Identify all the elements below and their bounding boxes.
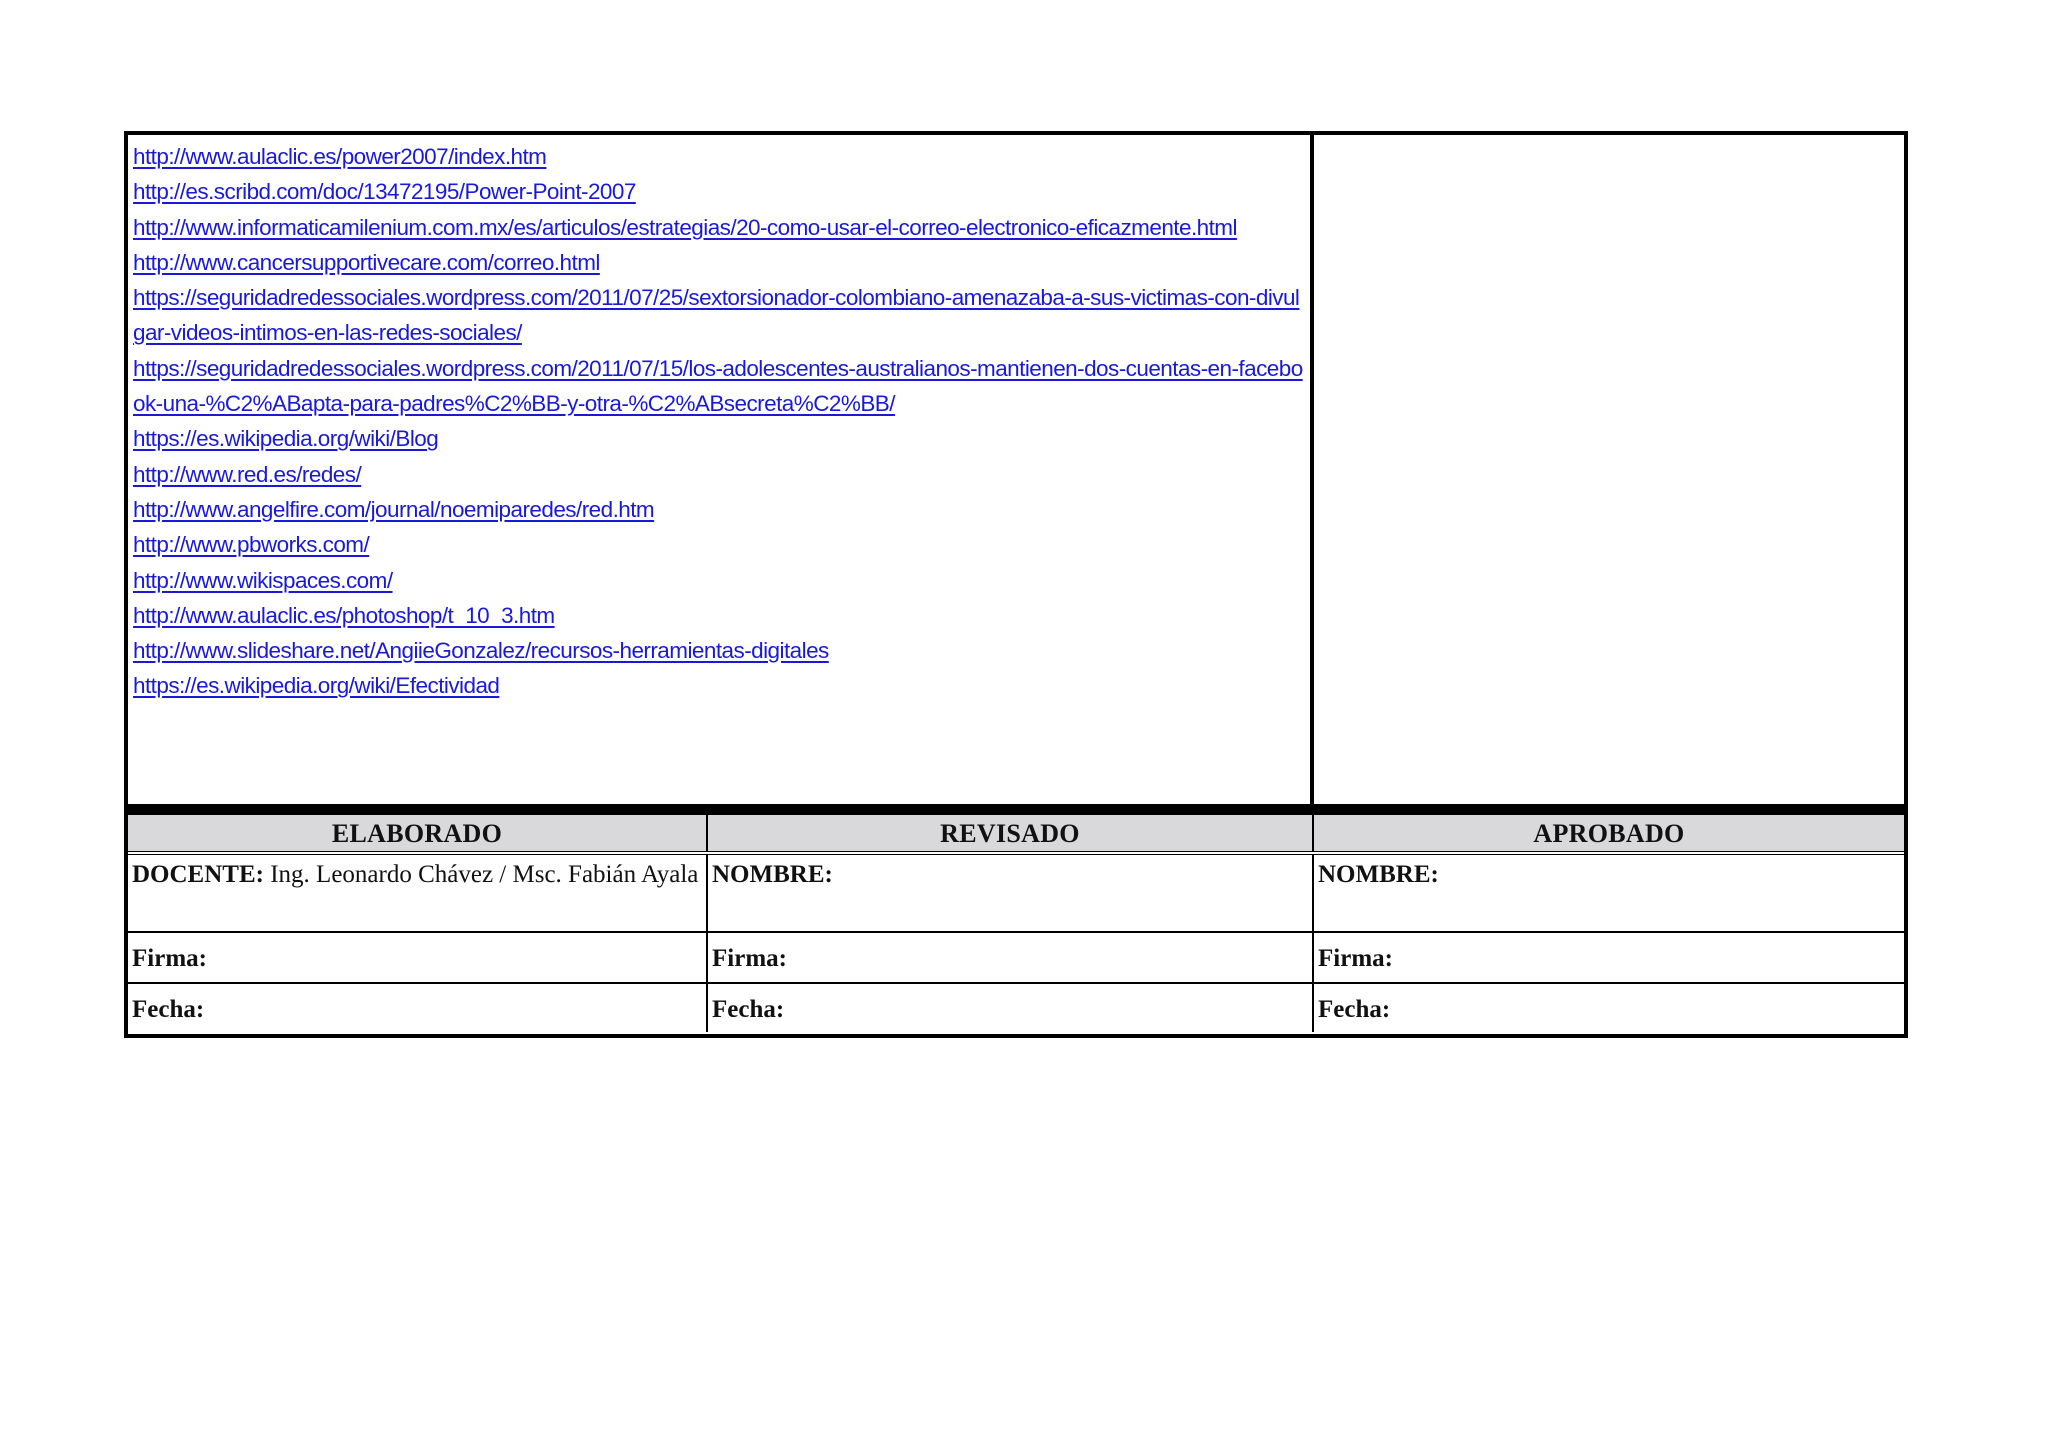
fecha-label: Fecha: bbox=[132, 996, 205, 1023]
reference-item bbox=[133, 210, 1306, 245]
signatures-firma-row bbox=[128, 931, 1904, 982]
signatures-fecha-row bbox=[128, 982, 1904, 1032]
signatures-table bbox=[124, 808, 1908, 1038]
reference-item bbox=[133, 527, 1306, 562]
reference-item bbox=[133, 421, 1306, 456]
firma-label: Firma: bbox=[132, 945, 207, 972]
signatures-name-row bbox=[128, 851, 1904, 931]
reference-item bbox=[133, 245, 1306, 280]
fecha-label: Fecha: bbox=[712, 996, 785, 1023]
reference-link[interactable]: http://www.cancersupportivecare.com/correo.html bbox=[133, 249, 600, 275]
reference-item bbox=[133, 492, 1306, 527]
docente-label: DOCENTE: bbox=[132, 861, 264, 888]
empty-cell bbox=[1314, 135, 1904, 804]
reference-item bbox=[133, 351, 1306, 422]
reference-link-list bbox=[133, 139, 1306, 704]
reference-item bbox=[133, 280, 1306, 351]
revisado-name-cell bbox=[706, 855, 1312, 931]
references-table bbox=[124, 131, 1908, 808]
reference-link[interactable]: http://www.angelfire.com/journal/noemiparedes/red.htm bbox=[133, 496, 655, 522]
firma-label: Firma: bbox=[712, 945, 787, 972]
reference-item bbox=[133, 174, 1306, 209]
reference-link[interactable]: http://www.pbworks.com/ bbox=[133, 532, 370, 558]
reference-link[interactable]: http://www.aulaclic.es/power2007/index.htm bbox=[133, 144, 547, 169]
reference-link[interactable]: http://www.slideshare.net/AngiieGonzalez/recursos-herramientas-digitales bbox=[133, 638, 829, 664]
docente-value: Ing. Leonardo Chávez / Msc. Fabián Ayala bbox=[263, 861, 699, 888]
signatures-header-row bbox=[128, 812, 1904, 851]
reference-link[interactable]: http://www.wikispaces.com/ bbox=[133, 567, 393, 593]
elaborado-name-cell bbox=[128, 855, 706, 931]
aprobado-firma-cell bbox=[1312, 933, 1904, 982]
reference-link[interactable]: https://es.wikipedia.org/wiki/Efectividad bbox=[133, 673, 500, 699]
reference-item bbox=[133, 139, 1306, 174]
reference-link[interactable]: http://www.aulaclic.es/photoshop/t_10_3.htm bbox=[133, 602, 555, 628]
fecha-label: Fecha: bbox=[1318, 996, 1391, 1023]
revisado-firma-cell bbox=[706, 933, 1312, 982]
reference-item bbox=[133, 633, 1306, 668]
reference-item bbox=[133, 598, 1306, 633]
reference-item bbox=[133, 457, 1306, 492]
reference-link[interactable]: https://seguridadredessociales.wordpress.com/2011/07/25/sextorsionador-colombiano-amenazaba-a-sus-victimas-con-divulgar-videos-intimos-en-las-redes-sociales/ bbox=[133, 285, 1300, 346]
revisado-name-label: NOMBRE: bbox=[712, 861, 833, 888]
reference-link[interactable]: https://seguridadredessociales.wordpress.com/2011/07/15/los-adolescentes-australianos-mantienen-dos-cuentas-en-facebook-una-%C2%ABapta-para-padres%C2%BB-y-otra-%C2%ABsecreta%C2%BB/ bbox=[133, 355, 1303, 417]
reference-link[interactable]: http://www.red.es/redes/ bbox=[133, 461, 362, 487]
aprobado-fecha-cell bbox=[1312, 984, 1904, 1032]
header-aprobado: APROBADO bbox=[1312, 815, 1904, 851]
header-revisado: REVISADO bbox=[706, 815, 1312, 851]
reference-item bbox=[133, 563, 1306, 598]
reference-link[interactable]: http://www.informaticamilenium.com.mx/es/articulos/estrategias/20-como-usar-el-correo-electronico-eficazmente.html bbox=[133, 214, 1237, 240]
references-cell bbox=[128, 135, 1314, 804]
firma-label: Firma: bbox=[1318, 945, 1393, 972]
elaborado-fecha-cell bbox=[128, 984, 706, 1032]
reference-link[interactable]: http://es.scribd.com/doc/13472195/Power-Point-2007 bbox=[133, 179, 636, 205]
elaborado-firma-cell bbox=[128, 933, 706, 982]
reference-item bbox=[133, 668, 1306, 703]
aprobado-name-label: NOMBRE: bbox=[1318, 861, 1439, 888]
reference-link[interactable]: https://es.wikipedia.org/wiki/Blog bbox=[133, 426, 439, 452]
revisado-fecha-cell bbox=[706, 984, 1312, 1032]
header-elaborado: ELABORADO bbox=[331, 819, 503, 848]
aprobado-name-cell bbox=[1312, 855, 1904, 931]
